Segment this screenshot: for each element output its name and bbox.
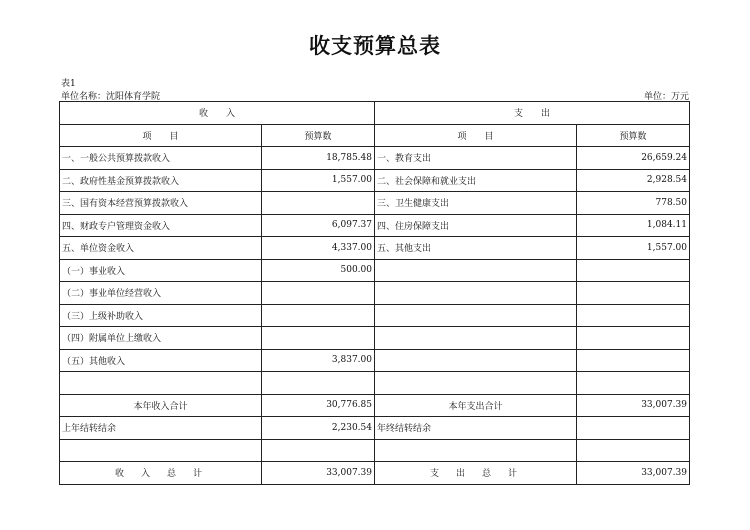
- income-item-cell: 收 入 总 计: [60, 462, 262, 485]
- expense-budget-cell: [577, 282, 690, 305]
- income-item-cell: [60, 372, 262, 395]
- expense-item-cell: [375, 439, 577, 462]
- expense-item-cell: 支 出 总 计: [375, 462, 577, 485]
- income-item-cell: 四、财政专户管理资金收入: [60, 214, 262, 237]
- expense-section-header: 支 出: [375, 102, 690, 125]
- expense-budget-cell: 33,007.39: [577, 462, 690, 485]
- income-budget-cell: 30,776.85: [262, 394, 375, 417]
- expense-budget-cell: 33,007.39: [577, 394, 690, 417]
- table-row: [60, 462, 690, 485]
- income-budget-cell: 1,557.00: [262, 169, 375, 192]
- income-item-cell: 二、政府性基金预算拨款收入: [60, 169, 262, 192]
- column-header-row: [60, 124, 690, 147]
- expense-budget-cell: [577, 372, 690, 395]
- table-row: [60, 327, 690, 350]
- expense-item-cell: [375, 327, 577, 350]
- table-row: [60, 259, 690, 282]
- expense-budget-cell: 26,659.24: [577, 147, 690, 170]
- income-item-cell: 上年结转结余: [60, 417, 262, 440]
- expense-budget-cell: [577, 327, 690, 350]
- income-item-cell: （三）上级补助收入: [60, 304, 262, 327]
- income-item-cell: 一、一般公共预算拨款收入: [60, 147, 262, 170]
- income-budget-cell: [262, 282, 375, 305]
- table-row: [60, 192, 690, 215]
- page-title: 收支预算总表: [309, 33, 441, 58]
- unit-name: 单位名称：沈阳体育学院: [61, 92, 161, 102]
- income-budget-cell: [262, 192, 375, 215]
- table-row: [60, 237, 690, 260]
- expense-budget-cell: 1,084.11: [577, 214, 690, 237]
- table-row: [60, 349, 690, 372]
- income-budget-cell: [262, 439, 375, 462]
- expense-budget-cell: 2,928.54: [577, 169, 690, 192]
- table-row: [60, 417, 690, 440]
- expense-item-cell: 年终结转结余: [375, 417, 577, 440]
- expense-item-cell: 五、其他支出: [375, 237, 577, 260]
- income-item-cell: （一）事业收入: [60, 259, 262, 282]
- expense-item-cell: 四、住房保障支出: [375, 214, 577, 237]
- budget-summary-table: [59, 101, 690, 485]
- income-budget-cell: 33,007.39: [262, 462, 375, 485]
- income-item-cell: 本年收入合计: [60, 394, 262, 417]
- expense-item-cell: 三、卫生健康支出: [375, 192, 577, 215]
- income-budget-cell: 6,097.37: [262, 214, 375, 237]
- expense-item-cell: 二、社会保障和就业支出: [375, 169, 577, 192]
- income-budget-cell: 3,837.00: [262, 349, 375, 372]
- income-item-cell: 五、单位资金收入: [60, 237, 262, 260]
- table-row: [60, 282, 690, 305]
- expense-budget-cell: [577, 349, 690, 372]
- income-item-header: 项 目: [60, 124, 262, 147]
- table-row: [60, 439, 690, 462]
- income-item-cell: 三、国有资本经营预算拨款收入: [60, 192, 262, 215]
- table-row: [60, 169, 690, 192]
- table-body: [60, 147, 690, 485]
- income-budget-cell: [262, 304, 375, 327]
- income-budget-cell: 4,337.00: [262, 237, 375, 260]
- expense-budget-cell: [577, 304, 690, 327]
- expense-item-cell: 本年支出合计: [375, 394, 577, 417]
- table-row: [60, 394, 690, 417]
- expense-item-cell: [375, 372, 577, 395]
- income-budget-header: 预算数: [262, 124, 375, 147]
- income-budget-cell: [262, 372, 375, 395]
- section-header-row: [60, 102, 690, 125]
- income-item-cell: （四）附属单位上缴收入: [60, 327, 262, 350]
- expense-budget-cell: [577, 417, 690, 440]
- income-item-cell: （五）其他收入: [60, 349, 262, 372]
- table-number: 表1: [61, 79, 76, 89]
- table-row: [60, 147, 690, 170]
- expense-item-cell: [375, 259, 577, 282]
- expense-item-cell: [375, 349, 577, 372]
- expense-budget-cell: [577, 259, 690, 282]
- income-item-cell: （二）事业单位经营收入: [60, 282, 262, 305]
- table-row: [60, 214, 690, 237]
- expense-item-header: 项 目: [375, 124, 577, 147]
- expense-budget-header: 预算数: [577, 124, 690, 147]
- budget-table-wrapper: [59, 101, 690, 485]
- income-budget-cell: 500.00: [262, 259, 375, 282]
- expense-budget-cell: 1,557.00: [577, 237, 690, 260]
- expense-item-cell: 一、教育支出: [375, 147, 577, 170]
- expense-item-cell: [375, 282, 577, 305]
- expense-item-cell: [375, 304, 577, 327]
- income-budget-cell: [262, 327, 375, 350]
- income-budget-cell: 2,230.54: [262, 417, 375, 440]
- income-budget-cell: 18,785.48: [262, 147, 375, 170]
- table-row: [60, 372, 690, 395]
- income-section-header: 收 入: [60, 102, 375, 125]
- income-item-cell: [60, 439, 262, 462]
- currency-unit: 单位：万元: [643, 92, 689, 102]
- table-row: [60, 304, 690, 327]
- expense-budget-cell: 778.50: [577, 192, 690, 215]
- expense-budget-cell: [577, 439, 690, 462]
